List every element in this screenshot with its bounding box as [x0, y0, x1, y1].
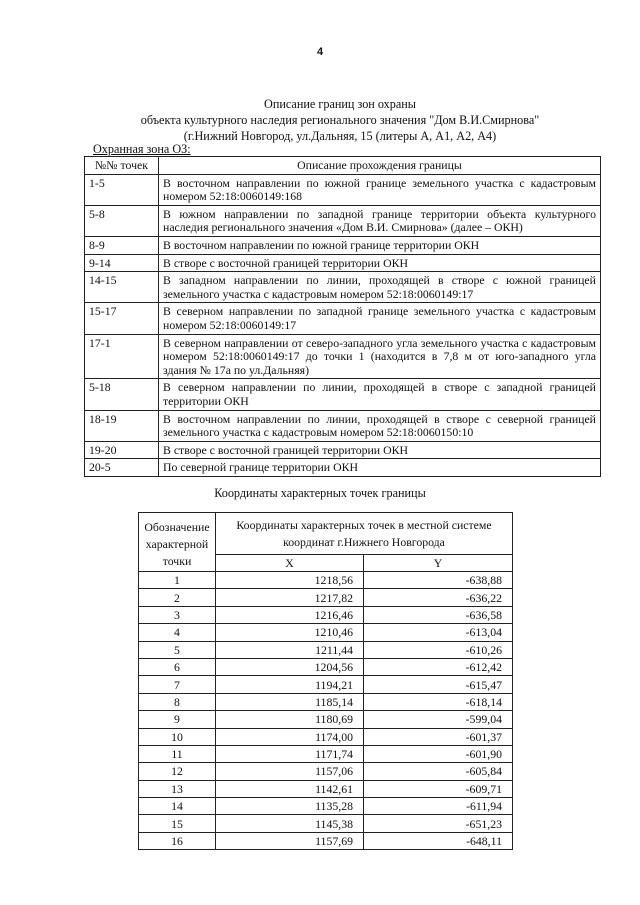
- coord-x: 1180,69: [216, 711, 364, 728]
- row-points: 20-5: [85, 459, 159, 477]
- point-number: 1: [139, 572, 216, 589]
- table-row: [139, 780, 513, 797]
- coord-y: -648,11: [364, 832, 513, 849]
- table-row: [85, 441, 601, 459]
- table-row: [85, 236, 601, 254]
- coord-y: -612,42: [364, 658, 513, 675]
- row-description: В южном направлении по западной границе территории объекта культурного наследия регионального значения «Дом В.И. Смирнова» (далее – ОКН): [159, 205, 601, 236]
- coord-x: 1157,06: [216, 763, 364, 780]
- table-row: [139, 589, 513, 606]
- coord-x: 1216,46: [216, 606, 364, 623]
- point-number: 8: [139, 693, 216, 710]
- point-number: 2: [139, 589, 216, 606]
- coord-y: -601,37: [364, 728, 513, 745]
- coord-y: -609,71: [364, 780, 513, 797]
- table-row: [85, 205, 601, 236]
- table-row: [85, 379, 601, 410]
- row-points: 9-14: [85, 254, 159, 272]
- coord-y: -618,14: [364, 693, 513, 710]
- table-row: [85, 334, 601, 379]
- coord-x: 1210,46: [216, 624, 364, 641]
- table-row: [139, 832, 513, 849]
- point-number: 16: [139, 832, 216, 849]
- table-row: [85, 303, 601, 334]
- point-number: 12: [139, 763, 216, 780]
- header-points: №№ точек: [85, 157, 159, 175]
- point-number: 9: [139, 711, 216, 728]
- row-description: В восточном направлении по южной границе земельного участка с кадастровым номером 52:18:0060149:168: [159, 174, 601, 205]
- coord-y: -615,47: [364, 676, 513, 693]
- coord-y: -610,26: [364, 641, 513, 658]
- coord-table-body: [139, 572, 513, 850]
- table-row: [139, 658, 513, 675]
- border-table-body: [85, 174, 601, 476]
- coord-x: 1185,14: [216, 693, 364, 710]
- table-row: [139, 798, 513, 815]
- heading-line-3: (г.Нижний Новгород, ул.Дальняя, 15 (литеры А, А1, А2, А4): [183, 129, 497, 143]
- coord-x: 1217,82: [216, 589, 364, 606]
- row-description: По северной границе территории ОКН: [159, 459, 601, 477]
- coord-y: -605,84: [364, 763, 513, 780]
- table-row: [85, 254, 601, 272]
- coord-x: 1171,74: [216, 745, 364, 762]
- coord-x: 1211,44: [216, 641, 364, 658]
- row-points: 14-15: [85, 272, 159, 303]
- row-description: В северном направлении по линии, проходящей в створе с западной границей территории ОКН: [159, 379, 601, 410]
- table-row: [85, 459, 601, 477]
- coord-x: 1194,21: [216, 676, 364, 693]
- row-description: В северном направлении от северо-западного угла земельного участка с кадастровым номером 52:18:0060149:17 до точки 1 (находится в 7,8 м от юго-западного угла здания № 17а по ул.Дальняя): [159, 334, 601, 379]
- coord-y: -651,23: [364, 815, 513, 832]
- row-points: 17-1: [85, 334, 159, 379]
- coord-y: -611,94: [364, 798, 513, 815]
- point-number: 10: [139, 728, 216, 745]
- coord-y: -636,58: [364, 606, 513, 623]
- point-number: 13: [139, 780, 216, 797]
- table-row: [139, 815, 513, 832]
- point-number: 3: [139, 606, 216, 623]
- point-number: 14: [139, 798, 216, 815]
- table-row: [139, 606, 513, 623]
- point-number: 4: [139, 624, 216, 641]
- table-row: [139, 711, 513, 728]
- coord-x: 1157,69: [216, 832, 364, 849]
- zone-label: Охранная зона ОЗ:: [93, 142, 191, 156]
- header-description: Описание прохождения границы: [159, 157, 601, 175]
- row-description: В створе с восточной границей территории ОКН: [159, 441, 601, 459]
- row-points: 8-9: [85, 236, 159, 254]
- header-point-designation: Обозначение характерной точки: [139, 513, 216, 572]
- table-row: [85, 272, 601, 303]
- coord-x: 1218,56: [216, 572, 364, 589]
- point-number: 15: [139, 815, 216, 832]
- table-row: [139, 676, 513, 693]
- border-description-table: [84, 156, 601, 477]
- coord-x: 1145,38: [216, 815, 364, 832]
- row-points: 15-17: [85, 303, 159, 334]
- table-row: [85, 174, 601, 205]
- row-points: 5-8: [85, 205, 159, 236]
- table-row: [139, 745, 513, 762]
- header-local-coordinates: Координаты характерных точек в местной системе координат г.Нижнего Новгорода: [216, 513, 513, 555]
- point-number: 5: [139, 641, 216, 658]
- table-row: [139, 624, 513, 641]
- table-row: [139, 572, 513, 589]
- coordinates-table: [138, 512, 513, 850]
- row-description: В северном направлении по западной границе земельного участка с кадастровым номером 52:18:0060149:17: [159, 303, 601, 334]
- point-number: 6: [139, 658, 216, 675]
- heading-line-2: объекта культурного наследия регионального значения "Дом В.И.Смирнова": [140, 113, 540, 127]
- header-x: X: [216, 554, 364, 571]
- row-description: В восточном направлении по линии, проходящей в створе с северной границей земельного участка с кадастровым номером 52:18:0060150:10: [159, 410, 601, 441]
- coordinates-title: Координаты характерных точек границы: [214, 486, 426, 500]
- point-number: 11: [139, 745, 216, 762]
- coord-y: -601,90: [364, 745, 513, 762]
- table-row: [139, 763, 513, 780]
- coord-x: 1174,00: [216, 728, 364, 745]
- coord-y: -636,22: [364, 589, 513, 606]
- coord-header-row-1: [139, 513, 513, 555]
- row-description: В створе с восточной границей территории ОКН: [159, 254, 601, 272]
- table-row: [85, 410, 601, 441]
- coord-x: 1204,56: [216, 658, 364, 675]
- point-number: 7: [139, 676, 216, 693]
- row-description: В западном направлении по линии, проходящей в створе с южной границей земельного участка с кадастровым номером 52:18:0060149:17: [159, 272, 601, 303]
- coord-y: -599,04: [364, 711, 513, 728]
- coord-x: 1142,61: [216, 780, 364, 797]
- coord-y: -613,04: [364, 624, 513, 641]
- coord-y: -638,88: [364, 572, 513, 589]
- row-points: 1-5: [85, 174, 159, 205]
- coord-x: 1135,28: [216, 798, 364, 815]
- table-row: [139, 728, 513, 745]
- row-description: В восточном направлении по южной границе территории ОКН: [159, 236, 601, 254]
- table-row: [139, 693, 513, 710]
- row-points: 5-18: [85, 379, 159, 410]
- table-row: [139, 641, 513, 658]
- border-table-header: [85, 157, 601, 175]
- header-y: Y: [364, 554, 513, 571]
- document-heading: [60, 96, 620, 144]
- heading-line-1: Описание границ зон охраны: [264, 97, 416, 111]
- row-points: 19-20: [85, 441, 159, 459]
- row-points: 18-19: [85, 410, 159, 441]
- page-number: 4: [316, 46, 324, 58]
